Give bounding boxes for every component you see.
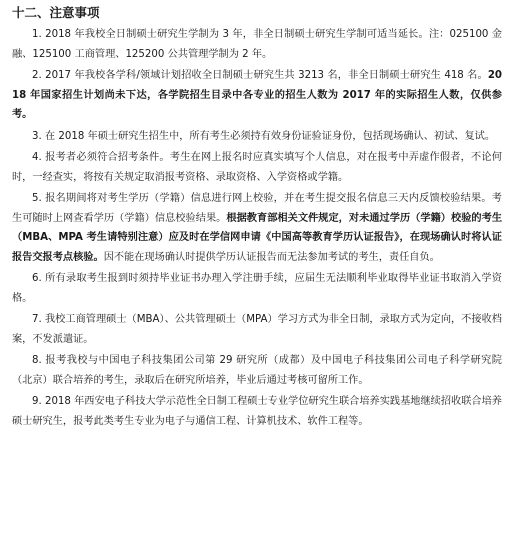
notice-item-6-text: 6. 所有录取考生报到时须持毕业证书办理入学注册手续，应届生无法顺利毕业取得毕业证书取消入学资格。 bbox=[12, 273, 502, 304]
notice-item-9 bbox=[12, 392, 502, 431]
notice-item-8-text: 8. 报考我校与中国电子科技集团公司第 29 研究所（成都）及中国电子科技集团公司电子科学研究院（北京）联合培养的考生，录取后在研究所培养，毕业后通过考核可留所工作。 bbox=[12, 355, 502, 386]
notice-item-9-text: 9. 2018 年西安电子科技大学示范性全日制工程硕士专业学位研究生联合培养实践基地继续招收联合培养硕士研究生，报考此类考生专业为电子与通信工程、计算机技术、软件工程等。 bbox=[12, 396, 502, 427]
notice-item-8 bbox=[12, 351, 502, 390]
notice-item-1-text: 1. 2018 年我校全日制硕士研究生学制为 3 年，非全日制硕士研究生学制可适当延长。注：025100 金融、125100 工商管理、125200 公共管理学制为 2 年。 bbox=[12, 29, 502, 60]
notice-item-3 bbox=[12, 127, 502, 147]
notice-item-5 bbox=[12, 189, 502, 267]
notice-list bbox=[12, 25, 502, 431]
notice-item-2 bbox=[12, 66, 502, 125]
notice-item-3-text: 3. 在 2018 年硕士研究生招生中，所有考生必须持有效身份证验证身份，包括现场确认、初试、复试。 bbox=[32, 130, 496, 142]
section-title: 十二、注意事项 bbox=[12, 5, 100, 20]
notice-item-1 bbox=[12, 25, 502, 64]
notice-item-6 bbox=[12, 269, 502, 308]
notice-item-7 bbox=[12, 310, 502, 349]
notice-item-7-text: 7. 我校工商管理硕士（MBA）、公共管理硕士（MPA）学习方式为非全日制，录取方式为定向，不接收档案，不发派遣证。 bbox=[12, 314, 502, 345]
notice-item-5-text-b: 因不能在现场确认时提供学历认证报告而无法参加考试的考生，责任自负。 bbox=[103, 251, 440, 263]
notice-item-2-text: 2. 2017 年我校各学科/领域计划招收全日制硕士研究生共 3213 名，非全日制硕士研究生 418 名。 bbox=[32, 70, 488, 81]
notice-item-2-bold: 2018 年国家招生计划尚未下达，各学院招生目录中各专业的招生人数为 2017 年的实际招生人数，仅供参考。 bbox=[12, 70, 502, 120]
notice-item-5-bold: 根据教育部相关文件规定，对未通过学历（学籍）校验的考生（MBA、MPA 考生请特别注意）应及时在学信网申请《中国高等教育学历认证报告》，在现场确认时将认证报告交报考点核验。 bbox=[12, 212, 503, 263]
notice-item-4-text: 4. 报考者必须符合招考条件。考生在网上报名时应真实填写个人信息，对在报考中弄虚作假者，不论何时，一经查实，将按有关规定取消报考资格、录取资格、入学资格或学籍。 bbox=[12, 152, 502, 183]
notice-item-4 bbox=[12, 148, 502, 187]
notice-item-5-text-a: 5. 报名期间将对考生学历（学籍）信息进行网上校验，并在考生提交报名信息三天内反馈校验结果。考生可随时上网查看学历（学籍）信息校验结果。 bbox=[12, 193, 502, 224]
